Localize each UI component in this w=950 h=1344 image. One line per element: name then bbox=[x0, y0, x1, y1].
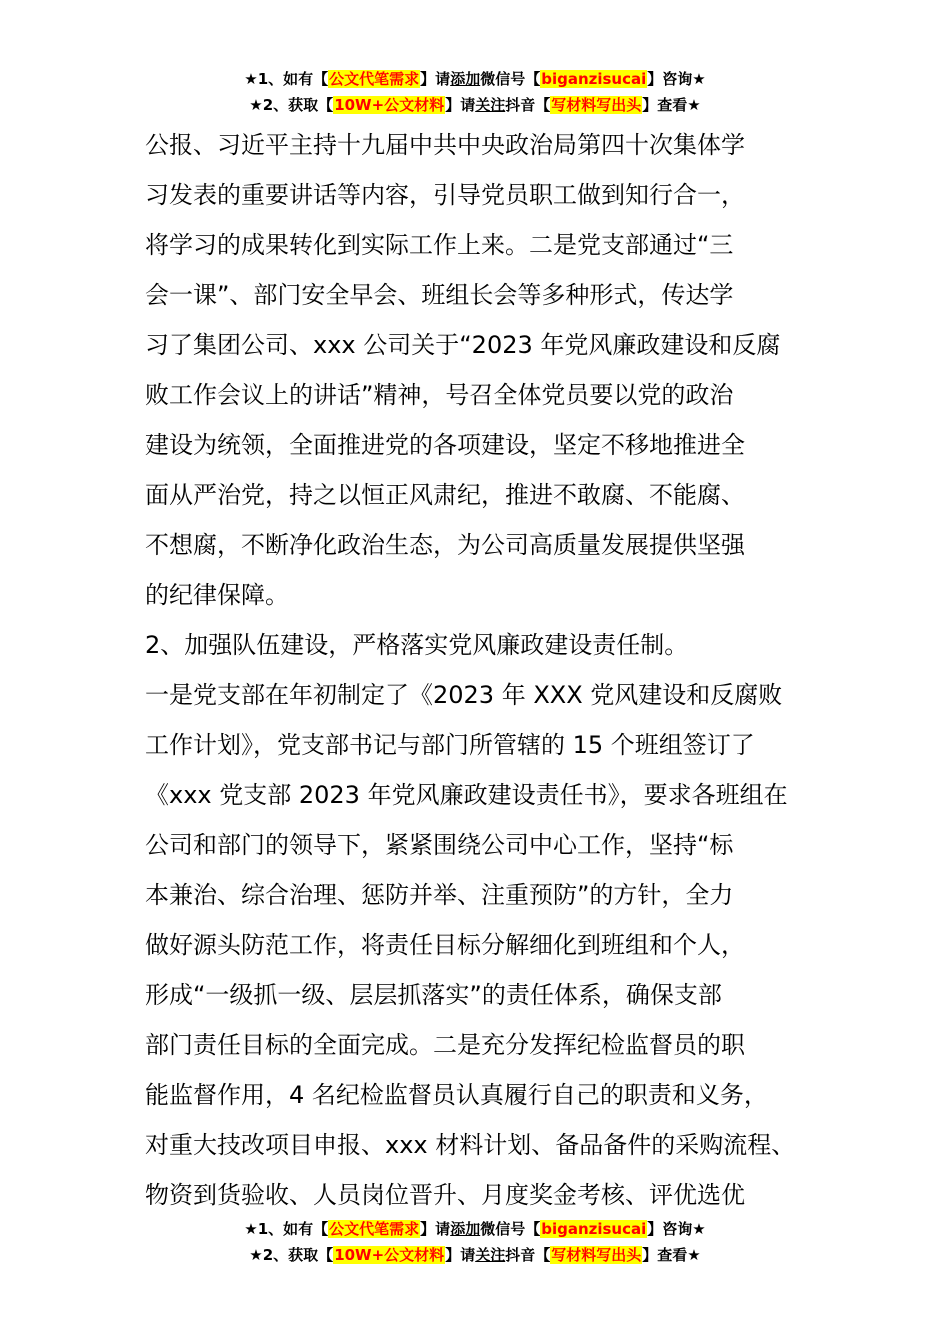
body-line: 工作计划》，党支部书记与部门所管辖的 15 个班组签订了 bbox=[145, 731, 755, 759]
body-line: 习了集团公司、xxx 公司关于“2023 年党风廉政建设和反腐 bbox=[145, 331, 781, 359]
body-line: 物资到货验收、人员岗位晋升、月度奖金考核、评优选优 bbox=[145, 1181, 745, 1209]
body-line: 会一课”、部门安全早会、班组长会等多种形式，传达学 bbox=[145, 281, 734, 309]
highlight-service: 公文代笔需求 bbox=[329, 70, 420, 88]
header-banner bbox=[0, 66, 950, 118]
body-line: 面从严治党，持之以恒正风肃纪，推进不敢腐、不能腐、 bbox=[145, 481, 745, 509]
banner-line-2: ★2、获取【10W+公文材料】请关注抖音【写材料写出头】查看★ bbox=[249, 96, 701, 114]
body-line: 部门责任目标的全面完成。二是充分发挥纪检监督员的职 bbox=[145, 1031, 745, 1059]
body-line: 对重大技改项目申报、xxx 材料计划、备品备件的采购流程、 bbox=[145, 1131, 796, 1159]
wechat-id: biganzisucai bbox=[541, 70, 647, 88]
body-line: 习发表的重要讲话等内容，引导党员职工做到知行合一， bbox=[145, 181, 745, 209]
highlight-materials: 10W+公文材料 bbox=[334, 1246, 445, 1264]
document-body bbox=[145, 120, 810, 1220]
body-line: 一是党支部在年初制定了《2023 年 XXX 党风建设和反腐败 bbox=[145, 681, 783, 709]
highlight-service: 公文代笔需求 bbox=[329, 1220, 420, 1238]
banner-line-2: ★2、获取【10W+公文材料】请关注抖音【写材料写出头】查看★ bbox=[249, 1246, 701, 1264]
body-line: 本兼治、综合治理、惩防并举、注重预防”的方针，全力 bbox=[145, 881, 734, 909]
body-line: 形成“一级抓一级、层层抓落实”的责任体系，确保支部 bbox=[145, 981, 722, 1009]
highlight-materials: 10W+公文材料 bbox=[334, 96, 445, 114]
banner-line-1: ★1、如有【公文代笔需求】请添加微信号【biganzisucai】咨询★ bbox=[244, 1220, 706, 1238]
douyin-account: 写材料写出头 bbox=[551, 96, 642, 114]
body-line: 做好源头防范工作，将责任目标分解细化到班组和个人， bbox=[145, 931, 745, 959]
body-line: 败工作会议上的讲话”精神，号召全体党员要以党的政治 bbox=[145, 381, 734, 409]
section-heading: 2、加强队伍建设，严格落实党风廉政建设责任制。 bbox=[145, 631, 689, 659]
body-line: 建设为统领，全面推进党的各项建设，坚定不移地推进全 bbox=[145, 431, 745, 459]
body-line: 将学习的成果转化到实际工作上来。二是党支部通过“三 bbox=[145, 231, 734, 259]
body-line: 不想腐，不断净化政治生态，为公司高质量发展提供坚强 bbox=[145, 531, 745, 559]
banner-line-1: ★1、如有【公文代笔需求】请添加微信号【biganzisucai】咨询★ bbox=[244, 70, 706, 88]
wechat-id: biganzisucai bbox=[541, 1220, 647, 1238]
footer-banner bbox=[0, 1216, 950, 1268]
body-line: 《xxx 党支部 2023 年党风廉政建设责任书》，要求各班组在 bbox=[145, 781, 788, 809]
body-line: 公报、习近平主持十九届中共中央政治局第四十次集体学 bbox=[145, 131, 745, 159]
body-line: 公司和部门的领导下，紧紧围绕公司中心工作，坚持“标 bbox=[145, 831, 734, 859]
body-line: 能监督作用，4 名纪检监督员认真履行自己的职责和义务， bbox=[145, 1081, 768, 1109]
body-line: 的纪律保障。 bbox=[145, 581, 289, 609]
douyin-account: 写材料写出头 bbox=[551, 1246, 642, 1264]
